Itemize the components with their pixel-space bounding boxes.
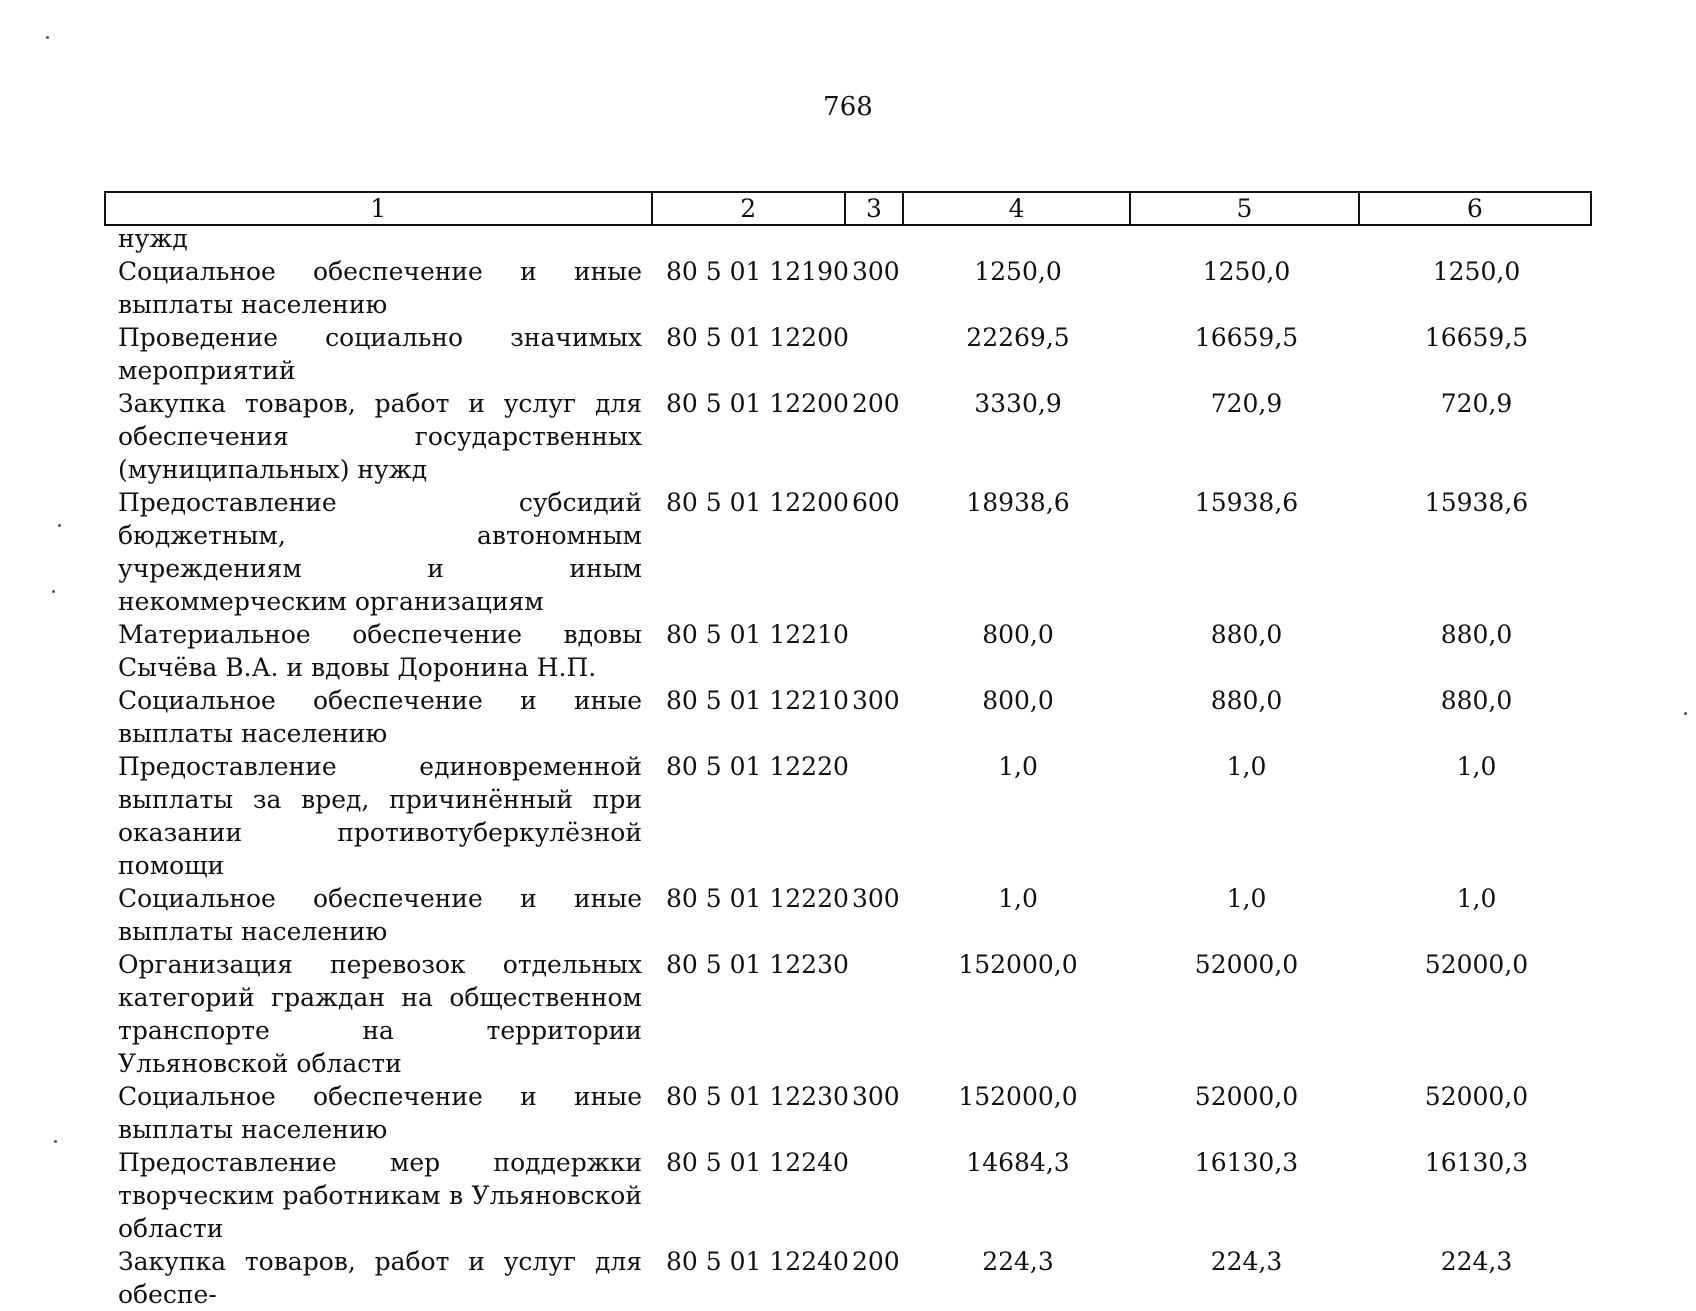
table-row: [104, 1080, 1592, 1146]
row-value-4: 22269,5: [966, 323, 1070, 352]
row-value-6: 16659,5: [1424, 323, 1529, 352]
table-row: [104, 321, 1592, 387]
table-row: [104, 618, 1592, 684]
row-value-4: 18938,6: [966, 488, 1070, 517]
row-code: 80 5 01 12200: [666, 323, 849, 352]
row-value-5: 52000,0: [1194, 1082, 1299, 1111]
row-value-4: 1,0: [998, 884, 1038, 913]
row-value-6: 1250,0: [1432, 257, 1521, 286]
row-value-4: 224,3: [982, 1247, 1054, 1276]
row-description: Предоставление мер поддержки творческим работникам в Ульяновской области: [118, 1148, 642, 1243]
row-value-6: 52000,0: [1424, 950, 1529, 979]
row-value-4: 800,0: [982, 620, 1054, 649]
table-body: [104, 255, 1592, 1311]
table-row: [104, 750, 1592, 882]
row-value-4: 1250,0: [974, 257, 1062, 286]
row-expense-type: 300: [852, 884, 900, 913]
table-row: [104, 882, 1592, 948]
row-value-4: 152000,0: [958, 950, 1078, 979]
row-description: Социальное обеспечение и иные выплаты населению: [118, 1082, 642, 1144]
row-value-5: 1,0: [1226, 752, 1267, 781]
row-value-6: 720,9: [1440, 389, 1513, 418]
row-value-4: 800,0: [982, 686, 1054, 715]
row-description: Социальное обеспечение и иные выплаты населению: [118, 884, 642, 946]
row-value-5: 224,3: [1210, 1247, 1283, 1276]
row-value-5: 1,0: [1226, 884, 1267, 913]
table-row: [104, 948, 1592, 1080]
row-description: Проведение социально значимых мероприятий: [118, 323, 642, 385]
row-value-5: 880,0: [1210, 620, 1283, 649]
row-value-5: 15938,6: [1194, 488, 1299, 517]
row-expense-type: 200: [852, 389, 900, 418]
row-value-6: 52000,0: [1424, 1082, 1529, 1111]
header-col-1: 1: [106, 193, 653, 224]
row-code: 80 5 01 12190: [666, 257, 849, 286]
row-value-4: 152000,0: [958, 1082, 1078, 1111]
row-value-4: 14684,3: [966, 1148, 1070, 1177]
row-expense-type: 300: [852, 1082, 900, 1111]
row-code: 80 5 01 12220: [666, 884, 849, 913]
row-value-6: 1,0: [1456, 884, 1497, 913]
scan-speck: [54, 1140, 57, 1143]
row-value-6: 880,0: [1440, 686, 1513, 715]
scan-speck: [58, 524, 61, 527]
row-code: 80 5 01 12200: [666, 389, 849, 418]
scan-speck: [52, 590, 55, 593]
row-description: Социальное обеспечение и иные выплаты населению: [118, 686, 642, 748]
row-value-4: 3330,9: [974, 389, 1062, 418]
row-value-6: 224,3: [1440, 1247, 1513, 1276]
table-row: [104, 1245, 1592, 1311]
row-value-5: 720,9: [1210, 389, 1283, 418]
table-header: [104, 191, 1592, 226]
leading-fragment: нужд: [118, 224, 188, 253]
row-expense-type: 300: [852, 686, 900, 715]
table-row: [104, 486, 1592, 618]
header-col-6: 6: [1466, 194, 1483, 223]
table-row: [104, 255, 1592, 321]
row-expense-type: 300: [852, 257, 900, 286]
row-code: 80 5 01 12230: [666, 950, 849, 979]
row-description: Организация перевозок отдельных категорий граждан на общественном транспорте на территории Ульяновской области: [118, 950, 642, 1078]
row-code: 80 5 01 12200: [666, 488, 849, 517]
scan-speck: [1684, 712, 1687, 715]
row-value-5: 16130,3: [1194, 1148, 1299, 1177]
budget-table: [104, 191, 1592, 1311]
row-code: 80 5 01 12240: [666, 1148, 849, 1177]
row-code: 80 5 01 12210: [666, 686, 849, 715]
header-col-4: 4: [904, 193, 1131, 224]
header-col-3: 3: [846, 193, 904, 224]
row-expense-type: 600: [852, 488, 900, 517]
scan-speck: [46, 36, 49, 39]
row-value-6: 1,0: [1456, 752, 1497, 781]
table-row: [104, 1146, 1592, 1245]
header-col-2: 2: [653, 193, 846, 224]
row-value-5: 52000,0: [1194, 950, 1299, 979]
row-code: 80 5 01 12210: [666, 620, 849, 649]
row-description: Материальное обеспечение вдовы Сычёва В.А. и вдовы Доронина Н.П.: [118, 620, 642, 682]
row-value-6: 15938,6: [1424, 488, 1529, 517]
table-row: [104, 387, 1592, 486]
row-description: Закупка товаров, работ и услуг для обеспе-: [118, 1247, 642, 1309]
row-description: Предоставление единовременной выплаты за вред, причинённый при оказании противотуберкулёзной помощи: [118, 752, 642, 880]
row-expense-type: 200: [852, 1247, 900, 1276]
row-description: Социальное обеспечение и иные выплаты населению: [118, 257, 642, 319]
row-code: 80 5 01 12230: [666, 1082, 849, 1111]
row-value-6: 16130,3: [1424, 1148, 1529, 1177]
row-value-5: 1250,0: [1202, 257, 1291, 286]
row-value-4: 1,0: [998, 752, 1038, 781]
row-description: Закупка товаров, работ и услуг для обеспечения государственных (муниципальных) нужд: [118, 389, 642, 484]
row-value-5: 16659,5: [1194, 323, 1299, 352]
page-number: 768: [823, 92, 873, 122]
header-col-5: 5: [1131, 193, 1359, 224]
row-code: 80 5 01 12220: [666, 752, 849, 781]
row-value-5: 880,0: [1210, 686, 1283, 715]
row-value-6: 880,0: [1440, 620, 1513, 649]
row-description: Предоставление субсидий бюджетным, автономным учреждениям и иным некоммерческим организациям: [118, 488, 642, 616]
table-row: [104, 684, 1592, 750]
row-code: 80 5 01 12240: [666, 1247, 849, 1276]
